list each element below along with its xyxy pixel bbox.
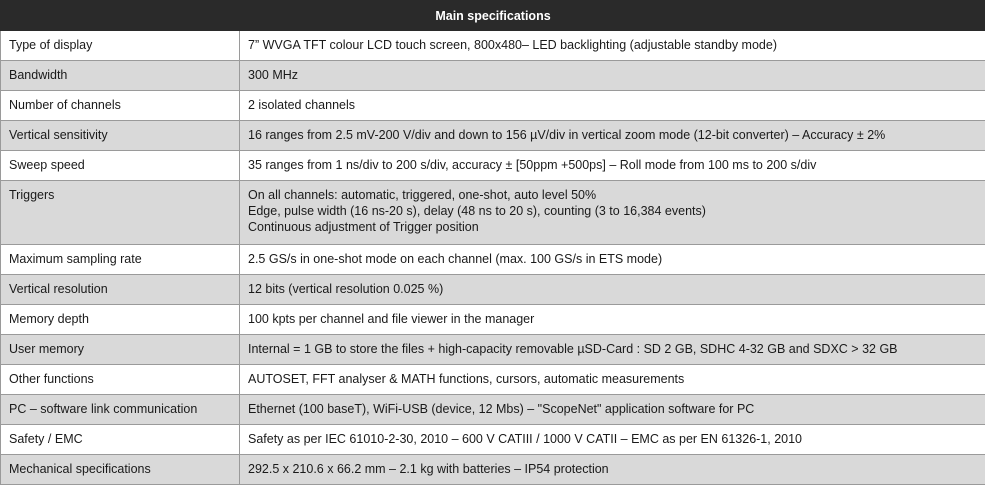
spec-value xyxy=(240,305,985,335)
spec-value-line: On all channels: automatic, triggered, one-shot, auto level 50% xyxy=(248,188,597,202)
spec-label: Safety / EMC xyxy=(1,425,240,455)
spec-value-line: 2 isolated channels xyxy=(248,98,356,112)
spec-value-line: 12 bits (vertical resolution 0.025 %) xyxy=(248,282,444,296)
spec-value-line: 100 kpts per channel and file viewer in the manager xyxy=(248,312,535,326)
spec-label: Number of channels xyxy=(1,91,240,121)
table-title: Main specifications xyxy=(1,1,985,31)
spec-value xyxy=(240,91,985,121)
table-row xyxy=(1,395,985,425)
spec-label: User memory xyxy=(1,335,240,365)
table-header-row xyxy=(1,1,985,31)
table-row xyxy=(1,335,985,365)
spec-value-line: AUTOSET, FFT analyser & MATH functions, cursors, automatic measurements xyxy=(248,372,685,386)
spec-value-line: 2.5 GS/s in one-shot mode on each channel (max. 100 GS/s in ETS mode) xyxy=(248,252,663,266)
table-row xyxy=(1,275,985,305)
spec-label: Maximum sampling rate xyxy=(1,245,240,275)
table-row xyxy=(1,91,985,121)
spec-value-line: 7” WVGA TFT colour LCD touch screen, 800x480– LED backlighting (adjustable standby mode) xyxy=(248,38,777,52)
table-row xyxy=(1,305,985,335)
spec-value xyxy=(240,181,985,245)
spec-value-line: Safety as per IEC 61010-2-30, 2010 – 600 V CATIII / 1000 V CATII – EMC as per EN 61326-1, 2010 xyxy=(248,432,803,446)
spec-label: PC – software link communication xyxy=(1,395,240,425)
table-row xyxy=(1,181,985,245)
spec-value-line: 292.5 x 210.6 x 66.2 mm – 2.1 kg with batteries – IP54 protection xyxy=(248,462,609,476)
table-row xyxy=(1,61,985,91)
spec-value xyxy=(240,61,985,91)
spec-value xyxy=(240,275,985,305)
spec-label: Type of display xyxy=(1,31,240,61)
spec-value-line: Ethernet (100 baseT), WiFi-USB (device, 12 Mbs) – "ScopeNet" application software for PC xyxy=(248,402,755,416)
table-row xyxy=(1,31,985,61)
table-row xyxy=(1,151,985,181)
spec-value-line: Internal = 1 GB to store the files + high-capacity removable µSD-Card : SD 2 GB, SDHC 4-32 GB and SDXC > 32 GB xyxy=(248,342,898,356)
spec-label: Triggers xyxy=(1,181,240,245)
spec-value xyxy=(240,365,985,395)
table-row xyxy=(1,245,985,275)
spec-value xyxy=(240,245,985,275)
spec-label: Vertical sensitivity xyxy=(1,121,240,151)
spec-value-line: Continuous adjustment of Trigger position xyxy=(248,220,479,234)
spec-value xyxy=(240,455,985,485)
spec-value xyxy=(240,335,985,365)
spec-label: Bandwidth xyxy=(1,61,240,91)
spec-value xyxy=(240,31,985,61)
spec-label: Other functions xyxy=(1,365,240,395)
spec-value xyxy=(240,151,985,181)
spec-value-line: Edge, pulse width (16 ns-20 s), delay (48 ns to 20 s), counting (3 to 16,384 events) xyxy=(248,204,706,218)
spec-value xyxy=(240,425,985,455)
spec-label: Memory depth xyxy=(1,305,240,335)
spec-label: Sweep speed xyxy=(1,151,240,181)
spec-value-line: 16 ranges from 2.5 mV-200 V/div and down to 156 µV/div in vertical zoom mode (12-bit converter) – Accuracy ± 2% xyxy=(248,128,886,142)
table-row xyxy=(1,121,985,151)
spec-value xyxy=(240,121,985,151)
table-row xyxy=(1,365,985,395)
table-row xyxy=(1,425,985,455)
spec-label: Vertical resolution xyxy=(1,275,240,305)
spec-label: Mechanical specifications xyxy=(1,455,240,485)
spec-value xyxy=(240,395,985,425)
spec-value-line: 300 MHz xyxy=(248,68,299,82)
table-row xyxy=(1,455,985,485)
spec-value-line: 35 ranges from 1 ns/div to 200 s/div, accuracy ± [50ppm +500ps] – Roll mode from 100 ms to 200 s/div xyxy=(248,158,817,172)
